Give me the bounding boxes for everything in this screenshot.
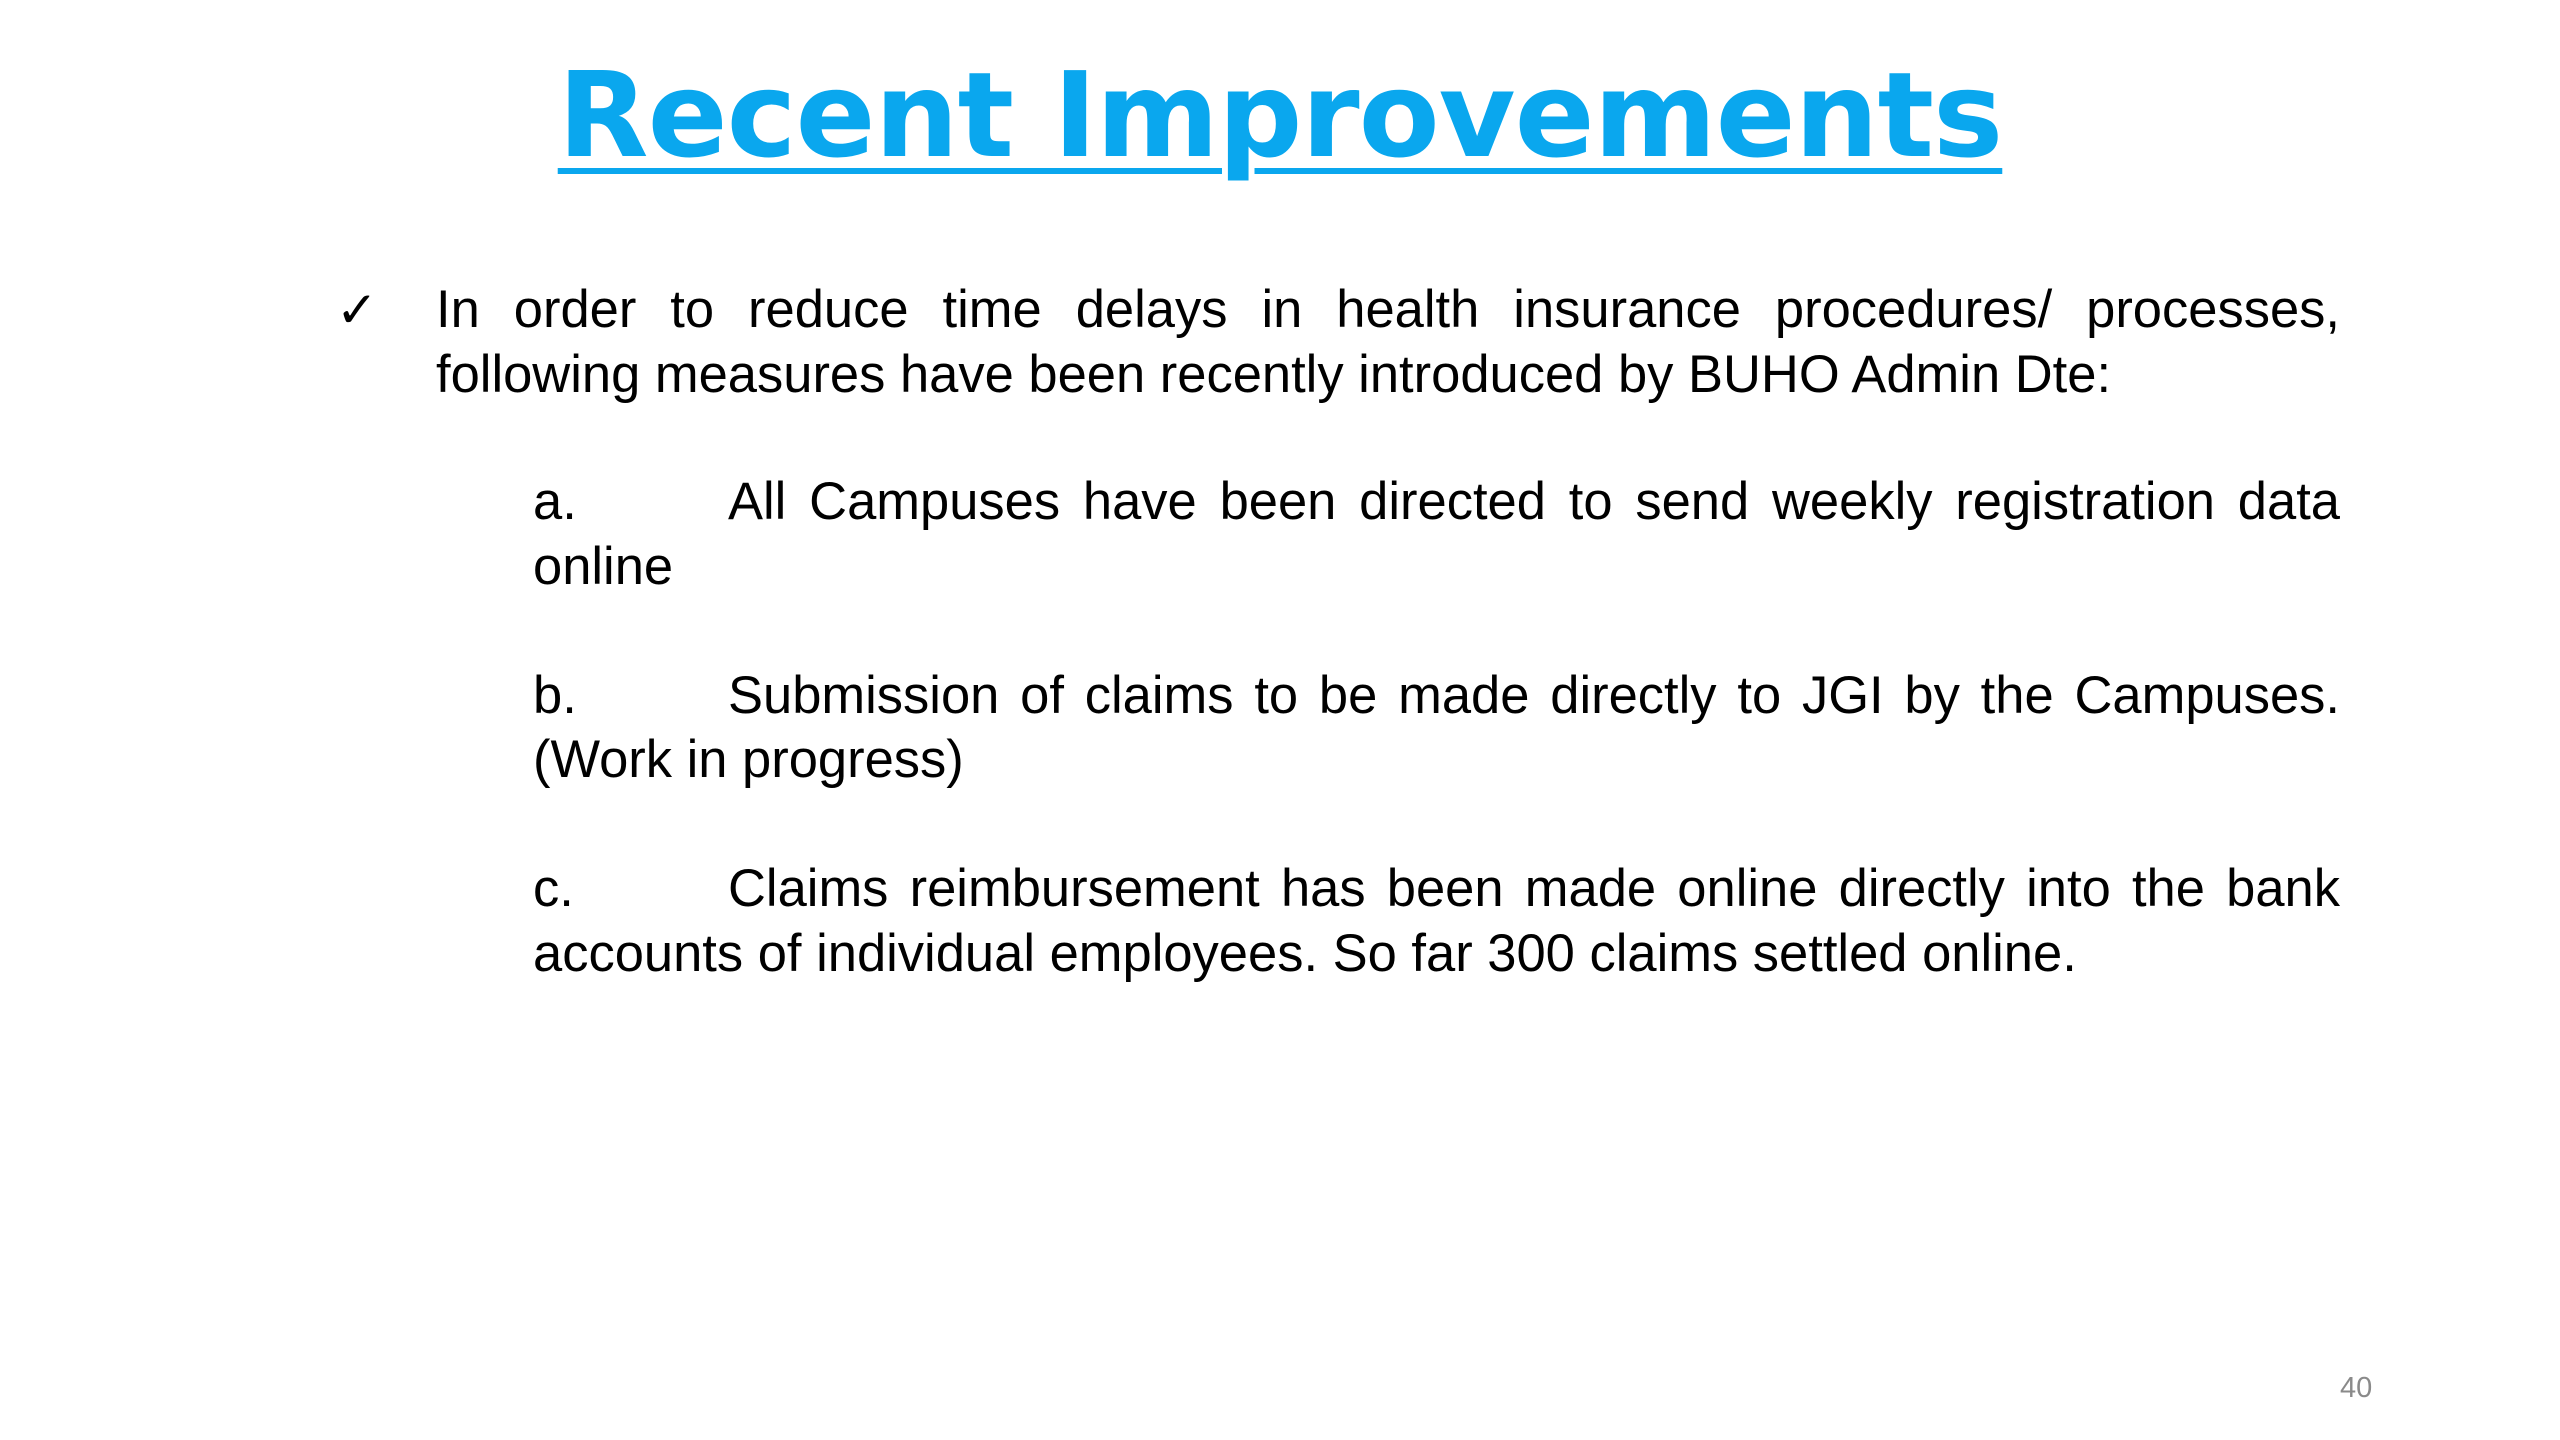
sub-item-text: Claims reimbursement has been made online directly into the bank accounts of individual employees. So far 300 claims settled online. bbox=[533, 859, 2340, 983]
sub-item-letter: b. bbox=[533, 665, 577, 725]
sub-item-list bbox=[533, 470, 2340, 1051]
sub-item-letter: c. bbox=[533, 859, 574, 918]
sub-item-c bbox=[533, 857, 2340, 986]
sub-item-a bbox=[533, 470, 2340, 599]
sub-item-letter: a. bbox=[533, 472, 577, 531]
sub-item-b bbox=[533, 664, 2340, 793]
checkmark-icon: ✓ bbox=[336, 281, 378, 339]
slide-title: Recent Improvements bbox=[557, 46, 2003, 184]
page-number: 40 bbox=[2340, 1372, 2373, 1404]
sub-item-text: Submission of claims to be made directly to JGI by the Campuses. (Work in progress) bbox=[533, 665, 2340, 789]
sub-item-text: All Campuses have been directed to send weekly registration data online bbox=[533, 472, 2340, 596]
main-bullet-text: In order to reduce time delays in health insurance procedures/ processes, following measures have been recently introduced by BUHO Admin Dte: bbox=[436, 280, 2340, 404]
